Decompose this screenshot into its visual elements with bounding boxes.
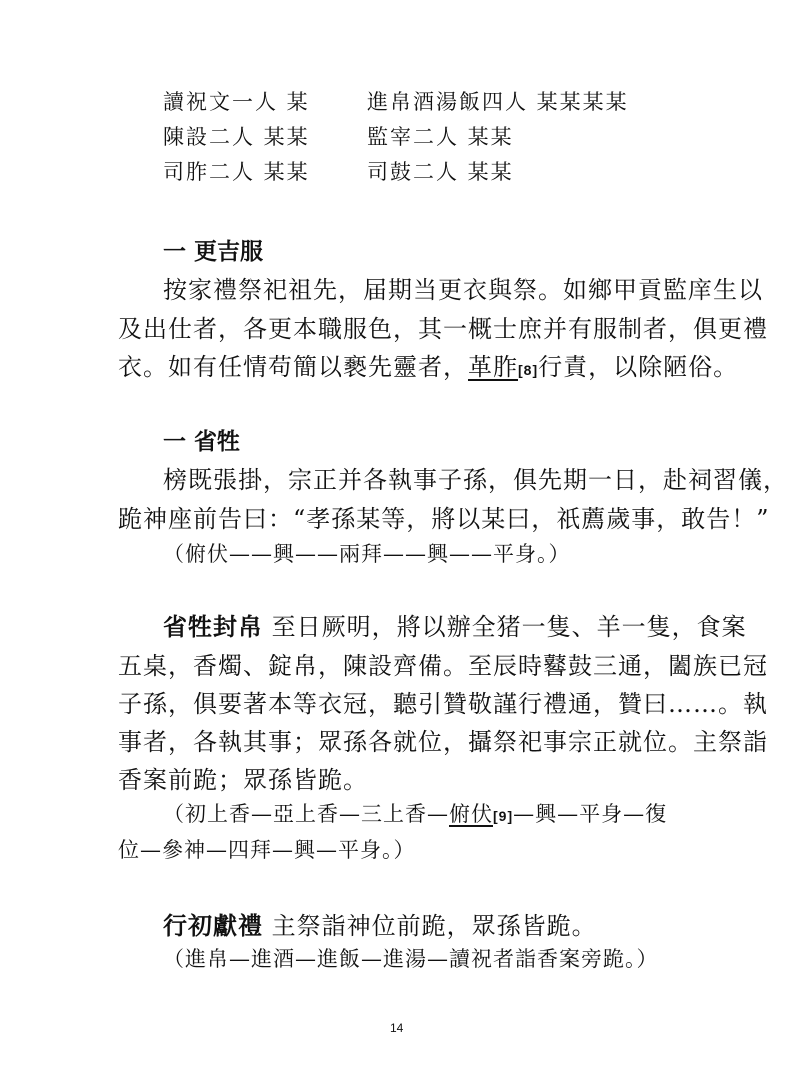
roster-line-2-left: 陳設二人 某某 — [163, 125, 310, 149]
text-run: 行責，以除陋俗。 — [538, 353, 739, 381]
paragraph-line: 跪神座前告曰：“孝孫某等，將以某曰，祇薦歲事，敢告！” — [118, 505, 770, 533]
text-run: 至日厥明，將以辦全猪一隻、羊一隻，食案 — [271, 613, 747, 641]
paragraph-line: 事者，各執其事；眾孫各就位，攝祭祀事宗正就位。主祭詣 — [118, 728, 768, 756]
paragraph-line: 香案前跪；眾孫皆跪。 — [118, 766, 368, 794]
ritual-note: （俯伏——興——兩拜——興——平身。） — [163, 542, 571, 566]
paragraph-line: 五桌，香燭、錠帛，陳設齊備。至辰時鼛鼓三通，闔族已冠 — [118, 652, 768, 680]
roster-line-1-left: 讀祝文一人 某 — [163, 90, 310, 114]
paragraph-line: 按家禮祭祀祖先，届期当更衣與祭。如鄉甲貢監庠生以 — [163, 276, 763, 304]
ritual-note: 位—參神—四拜—興—平身。） — [118, 838, 416, 862]
text-run: 衣。如有任情苟簡以褻先靈者， — [118, 353, 468, 381]
paragraph-line: 榜既張掛，宗正并各執事子孫，俱先期一日，赴祠習儀， — [163, 466, 788, 494]
roster-line-1-right: 進帛酒湯飯四人 某某某某 — [367, 90, 629, 114]
text-run: （初上香—亞上香—三上香— — [163, 802, 449, 826]
section-heading-change-clothes: 一 更吉服 — [163, 239, 264, 265]
paragraph-line — [118, 347, 738, 382]
text-run: 主祭詣神位前跪，眾孫皆跪。 — [271, 912, 597, 940]
ritual-note: （進帛—進酒—進飯—進湯—讀祝者詣香案旁跪。） — [163, 947, 659, 971]
footnote-marker: [9] — [493, 808, 514, 824]
roster-line-3-right: 司鼓二人 某某 — [367, 160, 514, 184]
section-heading-inspect-sacrifice: 一 省牲 — [163, 429, 241, 455]
underlined-term: 俯伏 — [449, 802, 493, 826]
paragraph-line — [163, 607, 747, 642]
underlined-term: 革胙 — [468, 353, 518, 381]
paragraph-line: 子孫，俱要著本等衣冠，聽引贊敬謹行禮通，贊曰……。執 — [118, 690, 768, 718]
roster-line-3-left: 司胙二人 某某 — [163, 160, 310, 184]
run-in-heading: 省牲封帛 — [163, 613, 263, 641]
footnote-marker: [8] — [518, 362, 539, 378]
ritual-note — [163, 798, 667, 828]
text-run: —興—平身—復 — [513, 802, 668, 826]
paragraph-line — [163, 906, 597, 941]
run-in-heading: 行初獻禮 — [163, 912, 263, 940]
paragraph-line: 及出仕者，各更本職服色，其一概士庶并有服制者，俱更禮 — [118, 315, 768, 343]
roster-line-2-right: 監宰二人 某某 — [367, 125, 514, 149]
page-number: 14 — [390, 1021, 404, 1035]
